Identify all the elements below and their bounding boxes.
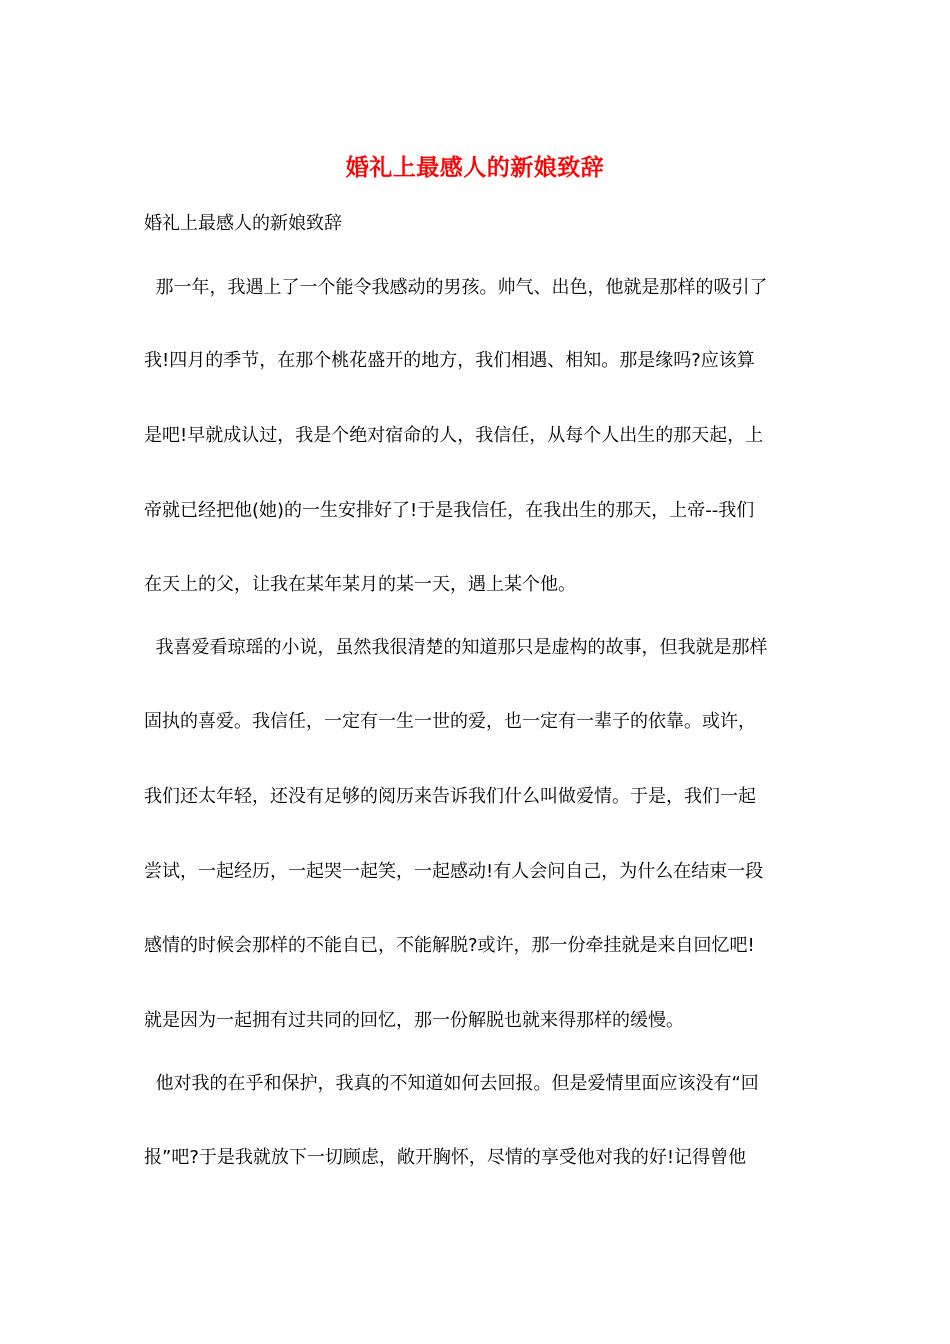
document-subtitle: 婚礼上最感人的新娘致辞 xyxy=(144,213,342,234)
body-line: 感情的时候会那样的不能自已，不能解脱?或许，那一份牵挂就是来自回忆吧! xyxy=(144,935,755,956)
body-line: 尝试，一起经历，一起哭一起笑，一起感动!有人会问自己，为什么在结束一段 xyxy=(144,861,764,882)
body-line: 报”吧?于是我就放下一切顾虑，敞开胸怀，尽情的享受他对我的好!记得曾他 xyxy=(144,1147,747,1168)
body-line: 是吧!早就成认过，我是个绝对宿命的人，我信任，从每个人出生的那天起，上 xyxy=(144,425,764,446)
body-line: 那一年，我遇上了一个能令我感动的男孩。帅气、出色，他就是那样的吸引了 xyxy=(144,277,768,298)
body-line: 我喜爱看琼瑶的小说，虽然我很清楚的知道那只是虚构的故事，但我就是那样 xyxy=(144,637,768,658)
body-line: 我们还太年轻，还没有足够的阅历来告诉我们什么叫做爱情。于是，我们一起 xyxy=(144,786,756,807)
body-line: 帝就已经把他(她)的一生安排好了!于是我信任，在我出生的那天，上帝--我们 xyxy=(144,500,755,521)
body-line: 就是因为一起拥有过共同的回忆，那一份解脱也就来得那样的缓慢。 xyxy=(144,1010,684,1031)
body-line: 他对我的在乎和保护，我真的不知道如何去回报。但是爱情里面应该没有“回 xyxy=(144,1073,759,1094)
body-line: 固执的喜爱。我信任，一定有一生一世的爱，也一定有一辈子的依靠。或许， xyxy=(144,711,756,732)
document-title: 婚礼上最感人的新娘致辞 xyxy=(345,154,605,181)
body-line: 在天上的父，让我在某年某月的某一天，遇上某个他。 xyxy=(144,574,576,595)
body-line: 我!四月的季节，在那个桃花盛开的地方，我们相遇、相知。那是缘吗?应该算 xyxy=(144,350,755,371)
